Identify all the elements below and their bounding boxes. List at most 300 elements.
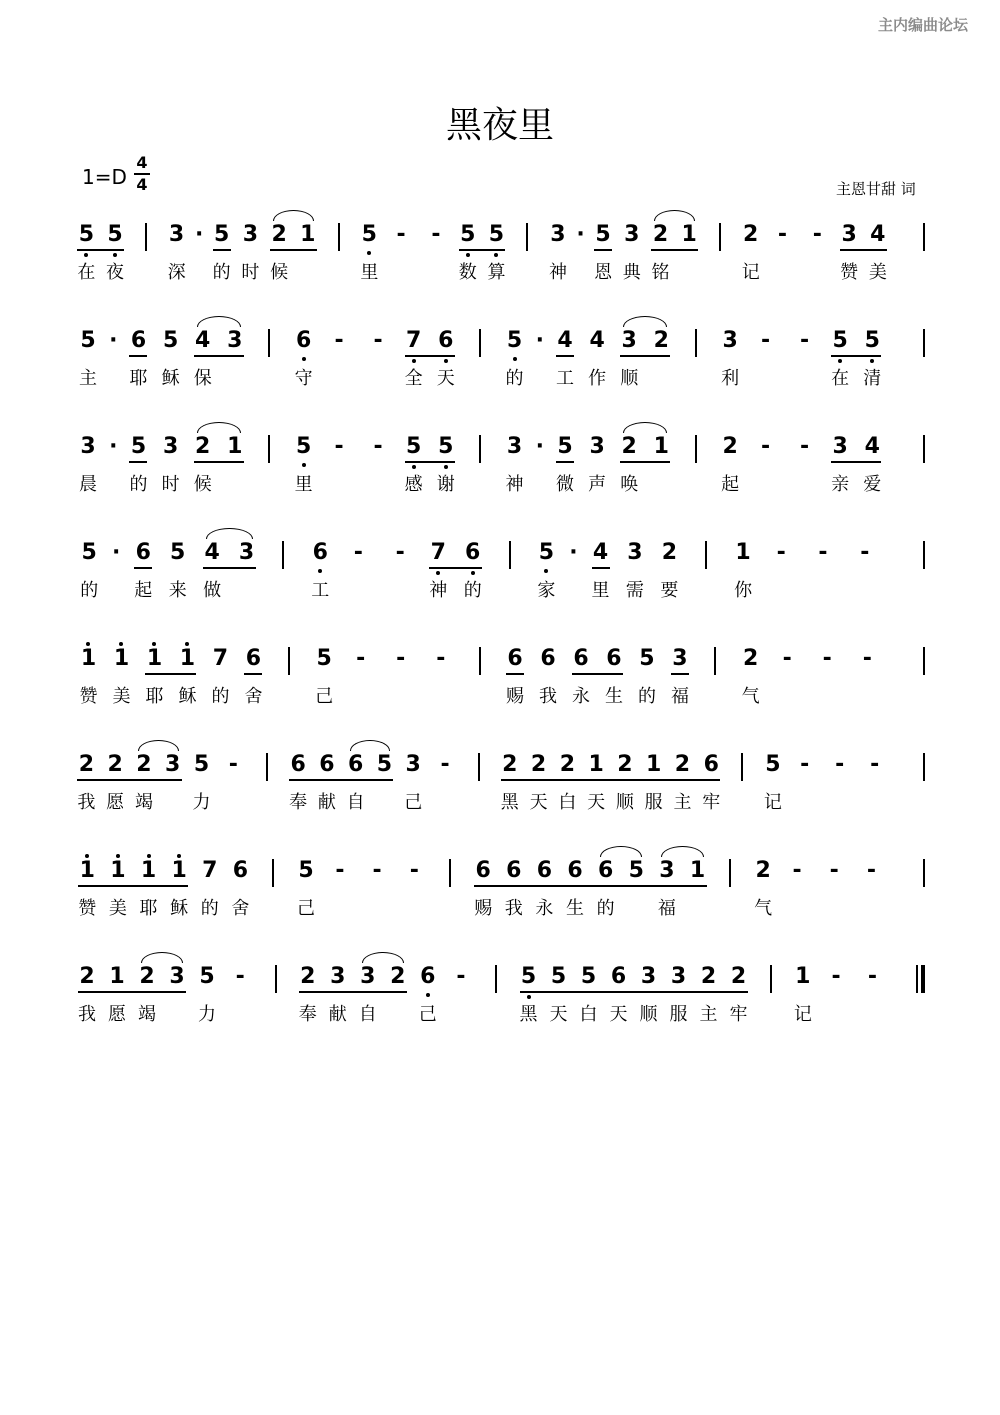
lyric: 主: [673, 792, 692, 813]
note: 1: [140, 858, 157, 883]
slur: [623, 422, 667, 433]
slur: [654, 210, 695, 221]
underline-beam: [651, 249, 698, 251]
slur: [661, 846, 704, 857]
note: 3: [672, 646, 688, 671]
lyric: 的: [463, 580, 482, 601]
lyric: 唤: [620, 474, 639, 495]
note: 1: [146, 646, 163, 671]
note: 5: [107, 222, 123, 247]
note: 2: [502, 752, 518, 777]
lyric: 工: [311, 580, 330, 601]
augmentation-dot: ·: [569, 540, 578, 565]
note: 1: [110, 858, 126, 883]
note: 2: [742, 646, 759, 671]
augmentation-dot: ·: [194, 222, 204, 247]
lyric: 晨: [79, 474, 98, 495]
sustain-dash: -: [777, 222, 788, 247]
barline: [719, 223, 721, 251]
underline-beam: [620, 355, 670, 357]
lyric: 己: [297, 898, 316, 919]
lyric: 牢: [729, 1004, 748, 1025]
lyric: 要: [660, 580, 679, 601]
lyric: 黑: [500, 792, 519, 813]
note: 3: [841, 222, 857, 247]
note: 2: [559, 752, 575, 777]
lyric: 的: [200, 898, 219, 919]
high-octave-dot: [116, 854, 120, 858]
lyric: 气: [741, 686, 760, 707]
sustain-dash: -: [431, 222, 441, 247]
lyric: 白: [579, 1004, 598, 1025]
note: 2: [79, 964, 95, 989]
note: 2: [755, 858, 771, 883]
underline-beam: [289, 779, 393, 781]
lyric: 夜: [106, 262, 125, 283]
note: 1: [735, 540, 751, 565]
note: 4: [204, 540, 220, 565]
sustain-dash: -: [334, 328, 344, 353]
underline-beam: [213, 249, 231, 251]
sustain-dash: -: [334, 434, 344, 459]
barline: [923, 647, 925, 675]
lyric: 作: [588, 368, 607, 389]
sustain-dash: -: [235, 964, 245, 989]
note: 1: [795, 964, 811, 989]
underline-beam: [78, 991, 186, 993]
note: 3: [238, 540, 255, 565]
lyric: 家: [537, 580, 556, 601]
underline-beam: [129, 461, 147, 463]
note: 6: [506, 858, 522, 883]
lyric: 的: [80, 580, 99, 601]
note: 1: [681, 222, 697, 247]
lyric: 工: [555, 368, 574, 389]
lyric: 时: [241, 262, 260, 283]
lyric: 福: [670, 686, 689, 707]
underline-beam: [474, 885, 706, 887]
sustain-dash: -: [396, 222, 406, 247]
lyric: 己: [315, 686, 334, 707]
lyric: 赞: [78, 898, 97, 919]
note: 1: [689, 858, 706, 883]
sustain-dash: -: [860, 540, 870, 565]
sustain-dash: -: [829, 858, 839, 883]
note: 2: [621, 434, 637, 459]
augmentation-dot: ·: [109, 434, 118, 459]
lyric: 在: [831, 368, 850, 389]
underline-beam: [556, 461, 574, 463]
underline-beam: [270, 249, 317, 251]
sustain-dash: -: [372, 858, 382, 883]
lyric: 时: [161, 474, 180, 495]
note: 5: [595, 222, 611, 247]
barline: [478, 753, 480, 781]
note: 1: [588, 752, 604, 777]
underline-beam: [77, 249, 124, 251]
song-title: 黑夜里: [445, 105, 554, 146]
note: 2: [139, 964, 155, 989]
sustain-dash: -: [373, 434, 383, 459]
lyric: 的: [505, 368, 524, 389]
note: 6: [573, 646, 589, 671]
lyric: 耶: [129, 368, 148, 389]
lyric: 天: [609, 1004, 628, 1025]
lyric: 献: [328, 1004, 347, 1025]
low-octave-dot: [412, 465, 416, 469]
sustain-dash: -: [831, 964, 841, 989]
note: 2: [674, 752, 691, 777]
barline: [338, 223, 340, 251]
augmentation-dot: ·: [576, 222, 585, 247]
barline: [741, 753, 743, 781]
lyric: 微: [555, 474, 574, 495]
underline-beam: [299, 991, 407, 993]
lyric: 的: [596, 898, 615, 919]
sustain-dash: -: [409, 858, 419, 883]
lyric: 福: [657, 898, 676, 919]
sustain-dash: -: [800, 752, 810, 777]
note: 2: [661, 540, 677, 565]
lyric: 己: [418, 1004, 437, 1025]
note: 6: [347, 752, 364, 777]
underline-beam: [77, 779, 181, 781]
barline: [479, 647, 481, 675]
note: 3: [80, 434, 96, 459]
slur: [197, 422, 241, 433]
note: 5: [361, 222, 377, 247]
note: 4: [589, 328, 605, 353]
low-octave-dot: [838, 359, 842, 363]
note: 6: [598, 858, 614, 883]
low-octave-dot: [870, 359, 874, 363]
lyric: 赞: [79, 686, 98, 707]
lyric: 来: [168, 580, 187, 601]
note: 2: [300, 964, 316, 989]
sustain-dash: -: [822, 646, 832, 671]
note: 4: [870, 222, 886, 247]
barline: [923, 859, 925, 887]
note: 3: [162, 434, 179, 459]
sustain-dash: -: [395, 540, 405, 565]
note: 3: [627, 540, 643, 565]
lyric: 里: [294, 474, 313, 495]
note: 3: [405, 752, 421, 777]
underline-beam: [831, 355, 881, 357]
augmentation-dot: ·: [535, 328, 544, 353]
note: 5: [80, 328, 96, 353]
barline: [526, 223, 528, 251]
note: 5: [438, 434, 454, 459]
note: 3: [550, 222, 566, 247]
note: 2: [107, 752, 123, 777]
underline-beam: [594, 249, 612, 251]
lyric: 顺: [639, 1004, 658, 1025]
barline: [509, 541, 511, 569]
lyric: 的: [211, 686, 230, 707]
note: 6: [420, 964, 436, 989]
lyric: 竭: [138, 1004, 156, 1025]
barline: [770, 965, 772, 993]
lyric: 天: [436, 368, 455, 389]
note: 5: [832, 328, 848, 353]
lyric: 典: [622, 262, 641, 283]
lyric: 牢: [702, 792, 721, 813]
note: 5: [406, 434, 422, 459]
lyric: 自: [358, 1004, 377, 1025]
low-octave-dot: [544, 569, 548, 573]
lyric: 奉: [298, 1004, 317, 1025]
note: 3: [670, 964, 687, 989]
lyric: 主: [699, 1004, 718, 1025]
slur: [141, 952, 183, 963]
sustain-dash: -: [356, 646, 366, 671]
low-octave-dot: [436, 571, 440, 575]
lyric: 顺: [615, 792, 634, 813]
note: 5: [538, 540, 555, 565]
sustain-dash: -: [373, 328, 383, 353]
note: 6: [567, 858, 583, 883]
lyric: 天: [587, 792, 606, 813]
lyric: 全: [404, 368, 423, 389]
slur: [623, 316, 667, 327]
barline: [923, 435, 925, 463]
note: 6: [232, 858, 249, 883]
sustain-dash: -: [782, 646, 792, 671]
low-octave-dot: [302, 357, 306, 361]
note: 6: [295, 328, 312, 353]
lyric: 铭: [651, 262, 670, 283]
underline-beam: [501, 779, 720, 781]
low-octave-dot: [84, 253, 88, 257]
lyric: 声: [588, 474, 607, 495]
lyric: 深: [167, 262, 186, 283]
slur: [350, 740, 391, 751]
note: 4: [557, 328, 573, 353]
barline: [695, 435, 697, 463]
lyric: 耶: [139, 898, 158, 919]
underline-beam: [831, 461, 881, 463]
note: 1: [653, 434, 669, 459]
low-octave-dot: [494, 253, 498, 257]
sustain-dash: -: [776, 540, 786, 565]
final-barline: [921, 965, 925, 993]
note: 6: [536, 858, 553, 883]
lyric: 舍: [231, 898, 250, 919]
lyric: 力: [198, 1004, 217, 1025]
sustain-dash: -: [862, 646, 872, 671]
lyric: 天: [549, 1004, 568, 1025]
lyric: 的: [129, 474, 148, 495]
sustain-dash: -: [800, 434, 810, 459]
lyric: 感: [404, 474, 423, 495]
underline-beam: [145, 673, 196, 675]
note: 3: [227, 328, 243, 353]
lyric: 稣: [170, 898, 189, 919]
note: 1: [179, 646, 196, 671]
lyric: 做: [203, 580, 222, 601]
underline-beam: [506, 673, 524, 675]
augmentation-dot: ·: [535, 434, 544, 459]
lyric: 生: [566, 898, 585, 919]
barline: [266, 753, 268, 781]
note: 5: [460, 222, 476, 247]
low-octave-dot: [302, 463, 306, 467]
lyric: 美: [112, 686, 131, 707]
lyric: 力: [192, 792, 211, 813]
lyric: 记: [793, 1004, 812, 1025]
note: 3: [621, 328, 637, 353]
slur: [197, 316, 241, 327]
low-octave-dot: [426, 993, 430, 997]
augmentation-dot: ·: [112, 540, 121, 565]
lyric: 在: [77, 262, 96, 283]
lyric: 利: [721, 368, 740, 389]
barline: [923, 329, 925, 357]
lyric: 竭: [134, 792, 153, 813]
note: 2: [271, 222, 287, 247]
note: 6: [465, 540, 481, 565]
lyric: 赞: [840, 262, 859, 283]
note: 5: [557, 434, 573, 459]
note: 3: [330, 964, 346, 989]
barline: [495, 965, 497, 993]
note: 5: [130, 434, 147, 459]
watermark: 主内编曲论坛: [878, 16, 969, 34]
note: 3: [169, 964, 185, 989]
note: 2: [78, 752, 95, 777]
note: 1: [171, 858, 187, 883]
lyric: 赐: [505, 686, 524, 707]
note: 5: [81, 540, 97, 565]
underline-beam: [572, 673, 623, 675]
lyric: 气: [754, 898, 773, 919]
lyric: 数: [458, 262, 477, 283]
lyric: 永: [571, 686, 590, 707]
barline: [479, 435, 481, 463]
low-octave-dot: [412, 359, 416, 363]
sustain-dash: -: [335, 858, 345, 883]
note: 5: [78, 222, 94, 247]
lyric: 美: [868, 262, 887, 283]
barline: [923, 223, 925, 251]
sustain-dash: -: [818, 540, 828, 565]
lyric: 记: [763, 792, 782, 813]
lyric: 己: [404, 792, 423, 813]
time-signature-bottom: 4: [136, 174, 148, 194]
lyric: 清: [863, 368, 882, 389]
lyric: 神: [548, 262, 567, 283]
note: 3: [722, 328, 738, 353]
note: 4: [592, 540, 609, 565]
lyric: 献: [317, 792, 336, 813]
note: 6: [290, 752, 306, 777]
key-signature: 1=D: [82, 165, 127, 189]
note: 1: [109, 964, 125, 989]
lyric: 我: [504, 898, 523, 919]
low-octave-dot: [466, 253, 470, 257]
note: 7: [406, 328, 422, 353]
barline: [272, 859, 274, 887]
barline: [449, 859, 451, 887]
underline-beam: [194, 461, 244, 463]
low-octave-dot: [471, 571, 475, 575]
lyric: 起: [134, 580, 153, 601]
slur: [362, 952, 404, 963]
note: 5: [214, 222, 230, 247]
low-octave-dot: [444, 359, 448, 363]
note: 2: [722, 434, 738, 459]
sustain-dash: -: [800, 328, 810, 353]
low-octave-dot: [527, 995, 531, 999]
sustain-dash: -: [812, 222, 822, 247]
note: 5: [580, 964, 597, 989]
lyric: 候: [270, 262, 289, 283]
note: 5: [550, 964, 567, 989]
lyric: 稣: [178, 686, 197, 707]
note: 5: [864, 328, 880, 353]
note: 5: [376, 752, 393, 777]
lyric: 服: [669, 1004, 688, 1025]
underline-beam: [520, 991, 748, 993]
underline-beam: [671, 673, 689, 675]
lyric: 美: [108, 898, 127, 919]
note: 2: [530, 752, 547, 777]
underline-beam: [129, 355, 147, 357]
high-octave-dot: [147, 854, 151, 858]
note: 6: [606, 646, 622, 671]
note: 6: [438, 328, 454, 353]
low-octave-dot: [513, 357, 517, 361]
note: 5: [162, 328, 179, 353]
barline: [145, 223, 147, 251]
underline-beam: [244, 673, 262, 675]
sustain-dash: -: [866, 858, 876, 883]
lyric: 顺: [620, 368, 639, 389]
note: 5: [520, 964, 537, 989]
note: 1: [80, 646, 97, 671]
lyric: 守: [294, 368, 313, 389]
note: 6: [475, 858, 491, 883]
lyric: 我: [78, 1004, 96, 1025]
sustain-dash: -: [436, 646, 446, 671]
sustain-dash: -: [867, 964, 878, 989]
note: 1: [646, 752, 662, 777]
note: 1: [300, 222, 316, 247]
lyric: 需: [625, 580, 644, 601]
note: 3: [506, 434, 523, 459]
sustain-dash: -: [792, 858, 802, 883]
note: 2: [730, 964, 747, 989]
lyric: 白: [558, 792, 577, 813]
barline: [268, 435, 270, 463]
note: 1: [113, 646, 130, 671]
sustain-dash: -: [870, 752, 880, 777]
lyric: 愿: [106, 792, 125, 813]
lyric: 我: [538, 686, 557, 707]
barline: [923, 753, 925, 781]
barline: [923, 541, 925, 569]
barline: [282, 541, 284, 569]
slur: [600, 846, 643, 857]
lyric: 神: [429, 580, 448, 601]
note: 6: [135, 540, 151, 565]
note: 5: [193, 752, 210, 777]
underline-beam: [556, 355, 574, 357]
note: 5: [628, 858, 644, 883]
lyric: 里: [591, 580, 610, 601]
low-octave-dot: [444, 465, 448, 469]
